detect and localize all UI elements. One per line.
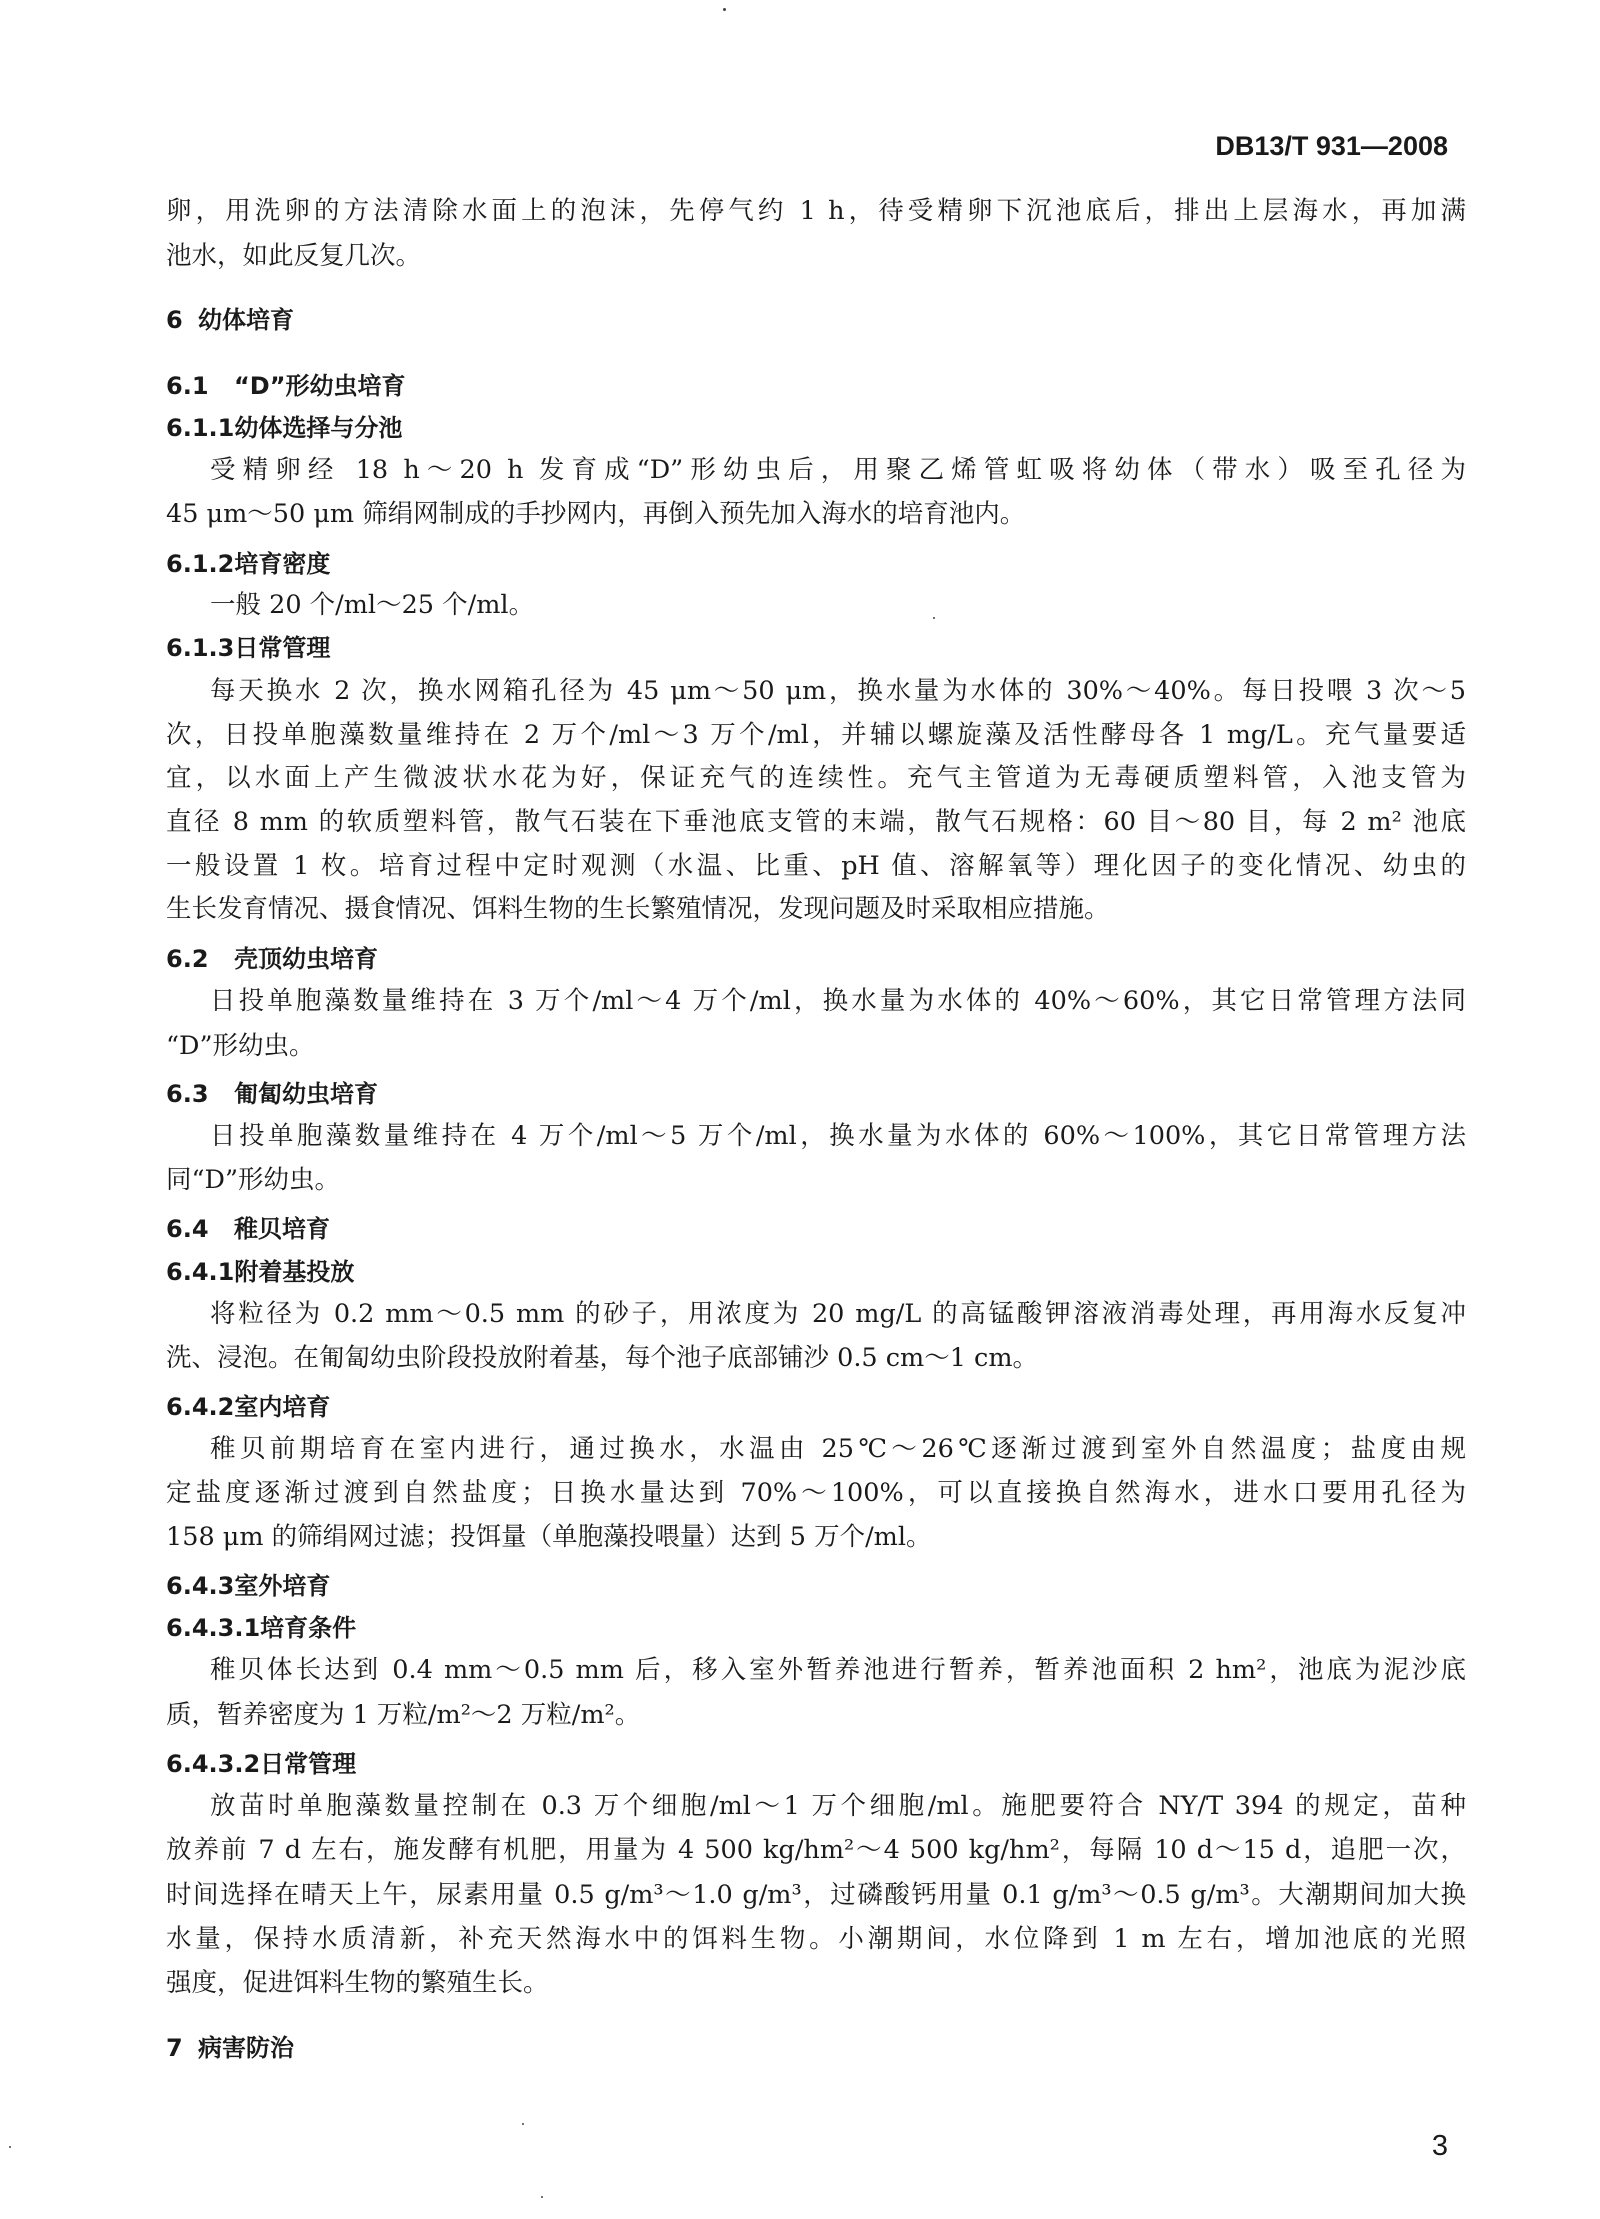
- section-heading-6-3: [166, 1079, 378, 1109]
- paragraph-line: 一般 20 个/ml～25 个/ml。: [210, 590, 535, 620]
- section-number: 6.4.3: [166, 1572, 235, 1600]
- paragraph-line: 池水，如此反复几次。: [166, 241, 422, 271]
- section-heading-6-1-3: [166, 633, 330, 663]
- scan-speck: [933, 617, 935, 619]
- section-number: 6.1.1: [166, 414, 235, 442]
- section-title: 培育条件: [260, 1614, 357, 1642]
- paragraph-line: 宜，以水面上产生微波状水花为好，保证充气的连续性。充气主管道为无毒硬质塑料管，入池支管为: [166, 763, 1466, 793]
- page-header-code: DB13/T 931—2008: [1215, 131, 1448, 161]
- paragraph-line: 日投单胞藻数量维持在 3 万个/ml～4 万个/ml，换水量为水体的 40%～60%，其它日常管理方法同: [210, 986, 1466, 1016]
- scan-speck: [723, 8, 726, 11]
- section-heading-7: [166, 2033, 294, 2063]
- paragraph-line: 每天换水 2 次，换水网箱孔径为 45 μm～50 μm，换水量为水体的 30%～40%。每日投喂 3 次～5: [210, 676, 1466, 706]
- section-heading-6-1-1: [166, 413, 402, 443]
- paragraph-line: 受精卵经 18 h～20 h 发育成“D”形幼虫后，用聚乙烯管虹吸将幼体（带水）吸至孔径为: [210, 455, 1466, 485]
- section-title: 幼体培育: [198, 306, 294, 334]
- paragraph-line: 水量，保持水质清新，补充天然海水中的饵料生物。小潮期间，水位降到 1 m 左右，增加池底的光照: [166, 1924, 1466, 1954]
- paragraph-line: 45 μm～50 μm 筛绢网制成的手抄网内，再倒入预先加入海水的培育池内。: [166, 499, 1026, 529]
- section-number: 6: [166, 306, 183, 334]
- section-number: 7: [166, 2034, 183, 2062]
- paragraph-line: 次，日投单胞藻数量维持在 2 万个/ml～3 万个/ml，并辅以螺旋藻及活性酵母各 1 mg/L。充气量要适: [166, 720, 1466, 750]
- section-number: 6.4.3.2: [166, 1750, 261, 1778]
- scan-speck: [522, 2123, 524, 2125]
- section-title: 附着基投放: [234, 1258, 355, 1286]
- section-number: 6.1: [166, 372, 209, 400]
- paragraph-line: 生长发育情况、摄食情况、饵料生物的生长繁殖情况，发现问题及时采取相应措施。: [166, 894, 1110, 924]
- paragraph-line: 放苗时单胞藻数量控制在 0.3 万个细胞/ml～1 万个细胞/ml。施肥要符合 NY/T 394 的规定，苗种: [210, 1791, 1466, 1821]
- section-title: 室内培育: [234, 1393, 331, 1421]
- paragraph-line: 时间选择在晴天上午，尿素用量 0.5 g/m³～1.0 g/m³，过磷酸钙用量 0.1 g/m³～0.5 g/m³。大潮期间加大换: [166, 1880, 1466, 1910]
- section-heading-6-1-2: [166, 549, 330, 579]
- section-heading-6-2: [166, 944, 378, 974]
- section-title: 日常管理: [260, 1750, 357, 1778]
- section-title: “D”形幼虫培育: [234, 372, 406, 400]
- section-heading-6-4-3-1: [166, 1613, 356, 1643]
- paragraph-line: 洗、浸泡。在匍匐幼虫阶段投放附着基，每个池子底部铺沙 0.5 cm～1 cm。: [166, 1343, 1039, 1373]
- paragraph-line: 卵，用洗卵的方法清除水面上的泡沫，先停气约 1 h，待受精卵下沉池底后，排出上层海水，再加满: [166, 196, 1466, 226]
- paragraph-line: 质，暂养密度为 1 万粒/m²～2 万粒/m²。: [166, 1700, 641, 1730]
- paragraph-line: 稚贝前期培育在室内进行，通过换水，水温由 25℃～26℃逐渐过渡到室外自然温度；盐度由规: [210, 1434, 1466, 1464]
- section-heading-6-4-2: [166, 1392, 330, 1422]
- paragraph-line: 强度，促进饵料生物的繁殖生长。: [166, 1968, 549, 1998]
- paragraph-line: 一般设置 1 枚。培育过程中定时观测（水温、比重、pH 值、溶解氧等）理化因子的变化情况、幼虫的: [166, 851, 1466, 881]
- section-number: 6.1.2: [166, 550, 235, 578]
- section-number: 6.4.2: [166, 1393, 235, 1421]
- scan-speck: [9, 2146, 11, 2148]
- section-title: 幼体选择与分池: [234, 414, 403, 442]
- paragraph-line: 158 μm 的筛绢网过滤；投饵量（单胞藻投喂量）达到 5 万个/ml。: [166, 1522, 932, 1552]
- section-heading-6-4-3: [166, 1571, 330, 1601]
- section-number: 6.1.3: [166, 634, 235, 662]
- paragraph-line: 稚贝体长达到 0.4 mm～0.5 mm 后，移入室外暂养池进行暂养，暂养池面积 2 hm²，池底为泥沙底: [210, 1655, 1466, 1685]
- section-title: 匍匐幼虫培育: [234, 1080, 378, 1108]
- section-number: 6.2: [166, 945, 209, 973]
- scan-speck: [541, 2196, 543, 2198]
- paragraph-line: “D”形幼虫。: [166, 1031, 315, 1061]
- page-number: 3: [1431, 2130, 1448, 2162]
- section-heading-6-4: [166, 1214, 330, 1244]
- paragraph-line: 定盐度逐渐过渡到自然盐度；日换水量达到 70%～100%，可以直接换自然海水，进水口要用孔径为: [166, 1478, 1466, 1508]
- section-heading-6: [166, 305, 294, 335]
- section-title: 壳顶幼虫培育: [234, 945, 378, 973]
- section-heading-6-4-3-2: [166, 1749, 356, 1779]
- section-heading-6-1: [166, 371, 405, 401]
- section-title: 室外培育: [234, 1572, 331, 1600]
- section-title: 稚贝培育: [234, 1215, 330, 1243]
- section-number: 6.4.1: [166, 1258, 235, 1286]
- section-title: 培育密度: [234, 550, 331, 578]
- section-title: 病害防治: [198, 2034, 294, 2062]
- section-number: 6.3: [166, 1080, 209, 1108]
- paragraph-line: 将粒径为 0.2 mm～0.5 mm 的砂子，用浓度为 20 mg/L 的高锰酸钾溶液消毒处理，再用海水反复冲: [210, 1299, 1466, 1329]
- paragraph-line: 同“D”形幼虫。: [166, 1165, 341, 1195]
- section-heading-6-4-1: [166, 1257, 354, 1287]
- section-number: 6.4: [166, 1215, 209, 1243]
- paragraph-line: 直径 8 mm 的软质塑料管，散气石装在下垂池底支管的末端，散气石规格：60 目～80 目，每 2 m² 池底: [166, 807, 1466, 837]
- section-number: 6.4.3.1: [166, 1614, 261, 1642]
- section-title: 日常管理: [234, 634, 331, 662]
- paragraph-line: 日投单胞藻数量维持在 4 万个/ml～5 万个/ml，换水量为水体的 60%～100%，其它日常管理方法: [210, 1121, 1466, 1151]
- paragraph-line: 放养前 7 d 左右，施发酵有机肥，用量为 4 500 kg/hm²～4 500 kg/hm²，每隔 10 d～15 d，追肥一次，: [166, 1835, 1466, 1865]
